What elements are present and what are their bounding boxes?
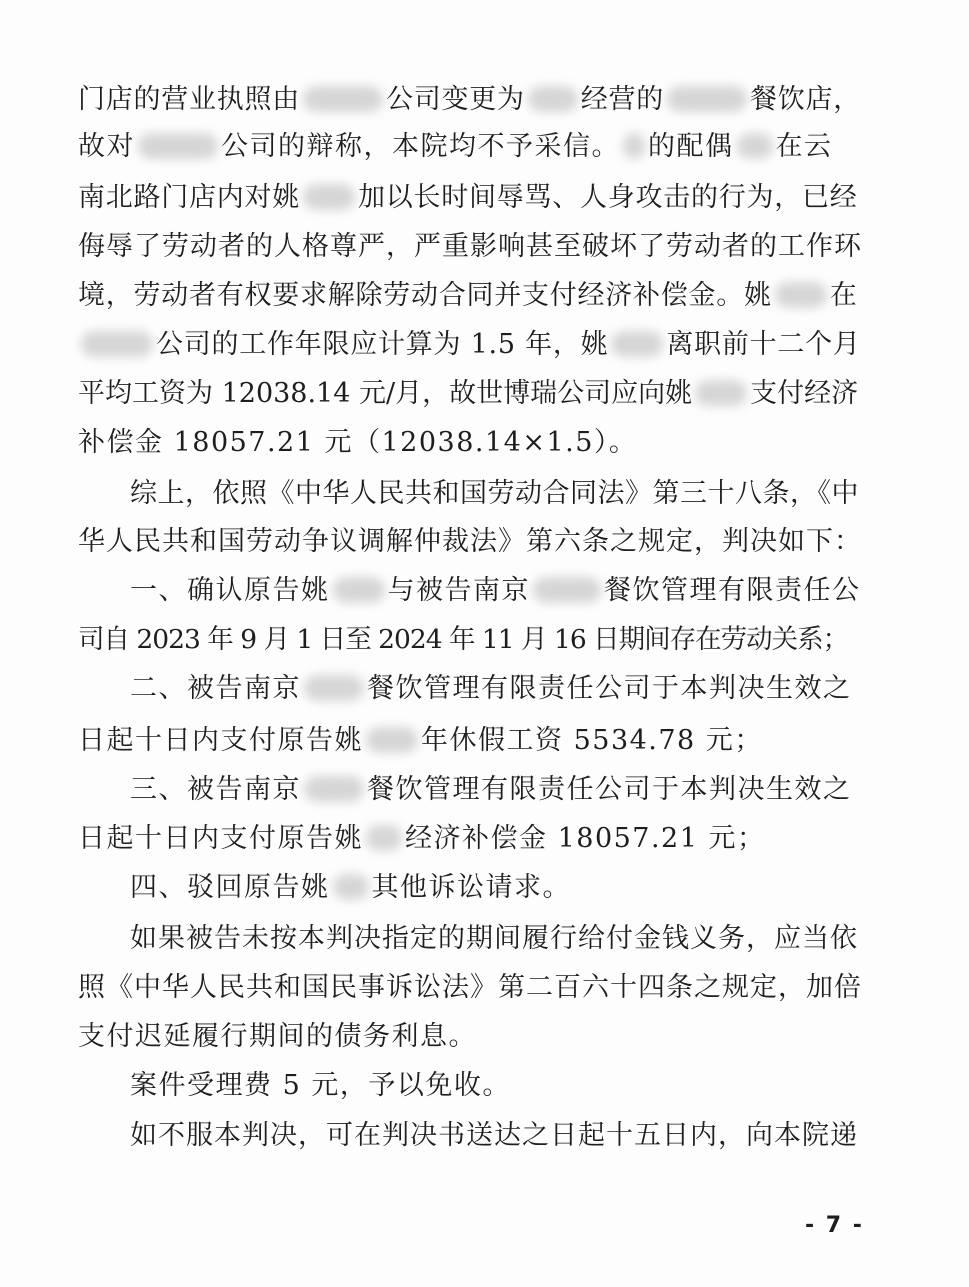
redaction-blur — [737, 133, 773, 159]
redaction-blur — [304, 675, 364, 701]
text-line: 一、确认原告姚 与被告南京 餐饮管理有限责任公 — [130, 575, 861, 606]
redaction-blur — [623, 133, 645, 159]
text-line: 综上，依照《中华人民共和国劳动合同法》第三十八条，《中 — [130, 478, 859, 509]
text-line: 司自 2023 年 9 月 1 日至 2024 年 11 月 16 日期间存在劳动关系； — [78, 624, 849, 655]
text-line: 境，劳动者有权要求解除劳动合同并支付经济补偿金。姚 在 — [78, 280, 858, 311]
redaction-blur — [695, 380, 747, 406]
text-line: 三、被告南京 餐饮管理有限责任公司于本判决生效之 — [130, 774, 852, 805]
redaction-blur — [775, 282, 827, 308]
text-line: 四、驳回原告姚 其他诉讼请求。 — [130, 872, 571, 903]
text-line: 侮辱了劳动者的人格尊严，严重影响甚至破坏了劳动者的工作环 — [78, 231, 862, 262]
redaction-blur — [533, 577, 601, 603]
text-line: 日起十日内支付原告姚 经济补偿金 18057.21 元； — [78, 823, 766, 854]
page-number: - 7 - — [805, 1213, 864, 1238]
redaction-blur — [303, 86, 383, 112]
redaction-blur — [333, 577, 385, 603]
redaction-blur — [333, 874, 369, 900]
redaction-blur — [138, 133, 218, 159]
text-line: 照《中华人民共和国民事诉讼法》第二百六十四条之规定，加倍 — [78, 972, 862, 1003]
text-line: 支付迟延履行期间的债务利息。 — [78, 1021, 477, 1052]
text-line: 公司的工作年限应计算为 1.5 年，姚 离职前十二个月 — [78, 327, 861, 363]
text-line: 如不服本判决，可在判决书送达之日起十五日内，向本院递 — [130, 1120, 858, 1151]
redaction-blur — [303, 184, 355, 210]
text-line: 门店的营业执照由 公司变更为 经营的 餐饮店， — [78, 84, 861, 115]
redaction-blur — [667, 86, 747, 112]
text-line: 南北路门店内对姚 加以长时间辱骂、人身攻击的行为，已经 — [78, 182, 858, 213]
text-line: 如果被告未按本判决指定的期间履行给付金钱义务，应当依 — [130, 923, 858, 954]
text-line: 华人民共和国劳动争议调解仲裁法》第六条之规定，判决如下： — [78, 526, 862, 557]
text-line: 故对 公司的辩称，本院均不予采信。 的配偶 在云 — [78, 131, 833, 162]
text-line: 案件受理费 5 元，予以免收。 — [130, 1070, 511, 1101]
redaction-blur — [81, 331, 153, 357]
redaction-blur — [366, 727, 418, 753]
text-line: 二、被告南京 餐饮管理有限责任公司于本判决生效之 — [130, 673, 852, 704]
redaction-blur — [304, 776, 364, 802]
text-line: 平均工资为 12038.14 元/月，故世博瑞公司应向姚 支付经济 — [78, 378, 859, 409]
text-line: 补偿金 18057.21 元（12038.14×1.5）。 — [78, 427, 638, 458]
text-line: 日起十日内支付原告姚 年休假工资 5534.78 元； — [78, 725, 763, 756]
redaction-blur — [366, 825, 402, 851]
redaction-blur — [611, 331, 663, 357]
redaction-blur — [528, 86, 578, 112]
